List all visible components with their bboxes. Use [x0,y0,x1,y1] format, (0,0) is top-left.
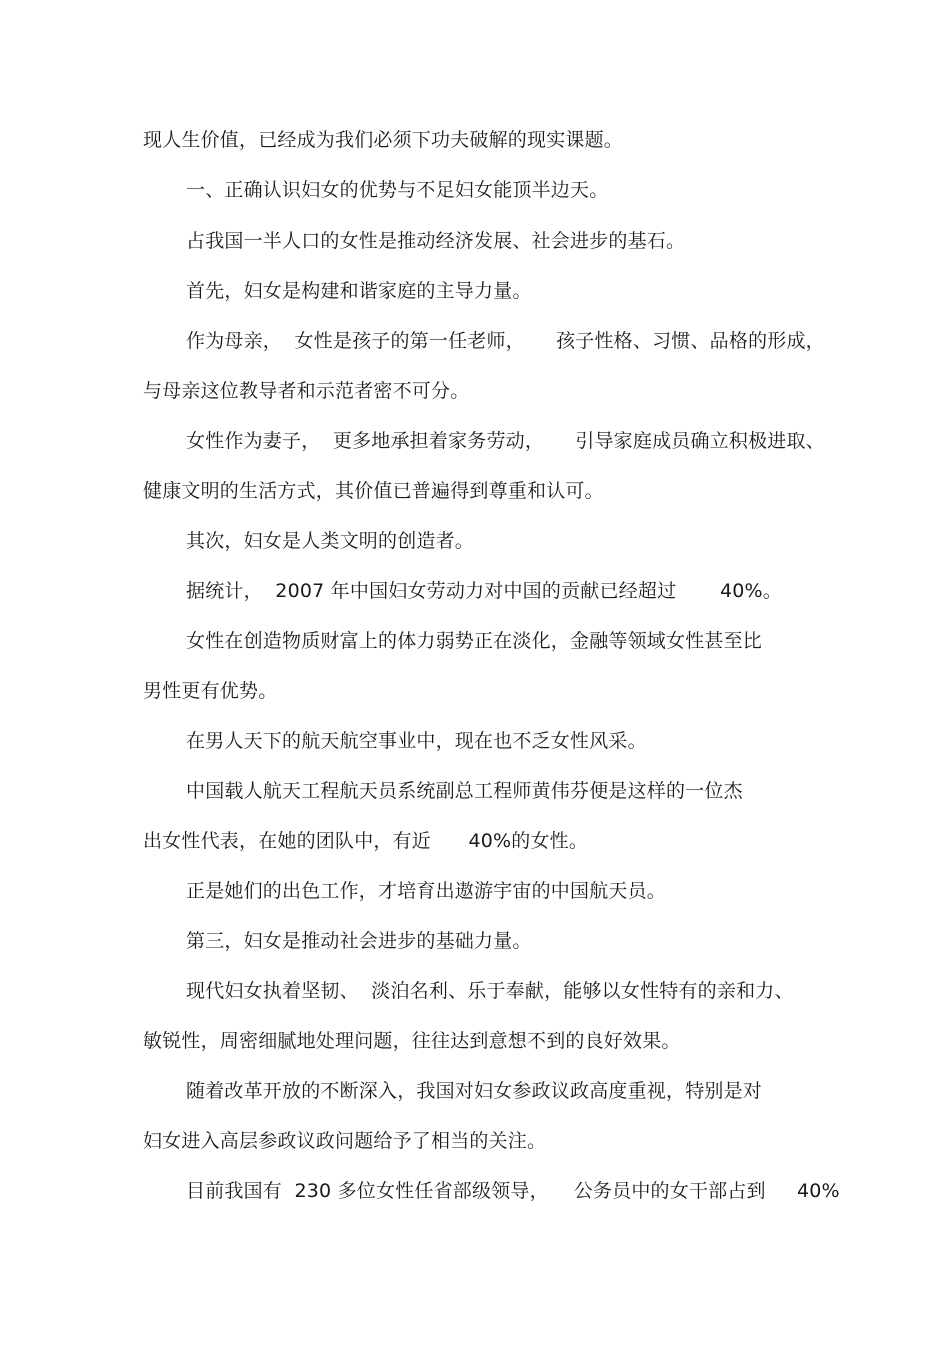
text-line-4: 首先，妇女是构建和谐家庭的主导力量。 [186,280,532,302]
text-line-13: 在男人天下的航天航空事业中，现在也不乏女性风采。 [186,730,647,752]
text-line-22: 目前我国有 230 多位女性任省部级领导， 公务员中的女干部占到 40% [186,1180,840,1202]
text-line-3: 占我国一半人口的女性是推动经济发展、社会进步的基石。 [186,230,686,252]
text-line-1: 现人生价值，已经成为我们必须下功夫破解的现实课题。 [143,129,624,151]
text-line-15: 出女性代表，在她的团队中，有近 40%的女性。 [143,830,589,852]
text-line-14: 中国载人航天工程航天员系统副总工程师黄伟芬便是这样的一位杰 [186,780,743,802]
text-line-2: 一、正确认识妇女的优势与不足妇女能顶半边天。 [186,179,609,201]
text-line-21: 妇女进入高层参政议政问题给予了相当的关注。 [143,1130,547,1152]
text-line-7: 女性作为妻子， 更多地承担着家务劳动， 引导家庭成员确立积极进取、 [186,430,825,452]
text-line-12: 男性更有优势。 [143,680,278,702]
text-line-17: 第三，妇女是推动社会进步的基础力量。 [186,930,532,952]
text-line-9: 其次，妇女是人类文明的创造者。 [186,530,475,552]
text-line-10: 据统计， 2007 年中国妇女劳动力对中国的贡献已经超过 40%。 [186,580,782,602]
text-line-5: 作为母亲， 女性是孩子的第一任老师， 孩子性格、习惯、品格的形成， [186,330,825,352]
text-line-16: 正是她们的出色工作，才培育出遨游宇宙的中国航天员。 [186,880,667,902]
text-line-8: 健康文明的生活方式，其价值已普遍得到尊重和认可。 [143,480,604,502]
text-line-20: 随着改革开放的不断深入，我国对妇女参政议政高度重视，特别是对 [186,1080,763,1102]
text-line-18: 现代妇女执着坚韧、 淡泊名利、乐于奉献，能够以女性特有的亲和力、 [186,980,794,1002]
text-line-19: 敏锐性，周密细腻地处理问题，往往达到意想不到的良好效果。 [143,1030,681,1052]
text-line-11: 女性在创造物质财富上的体力弱势正在淡化，金融等领域女性甚至比 [186,630,763,652]
text-line-6: 与母亲这位教导者和示范者密不可分。 [143,380,470,402]
